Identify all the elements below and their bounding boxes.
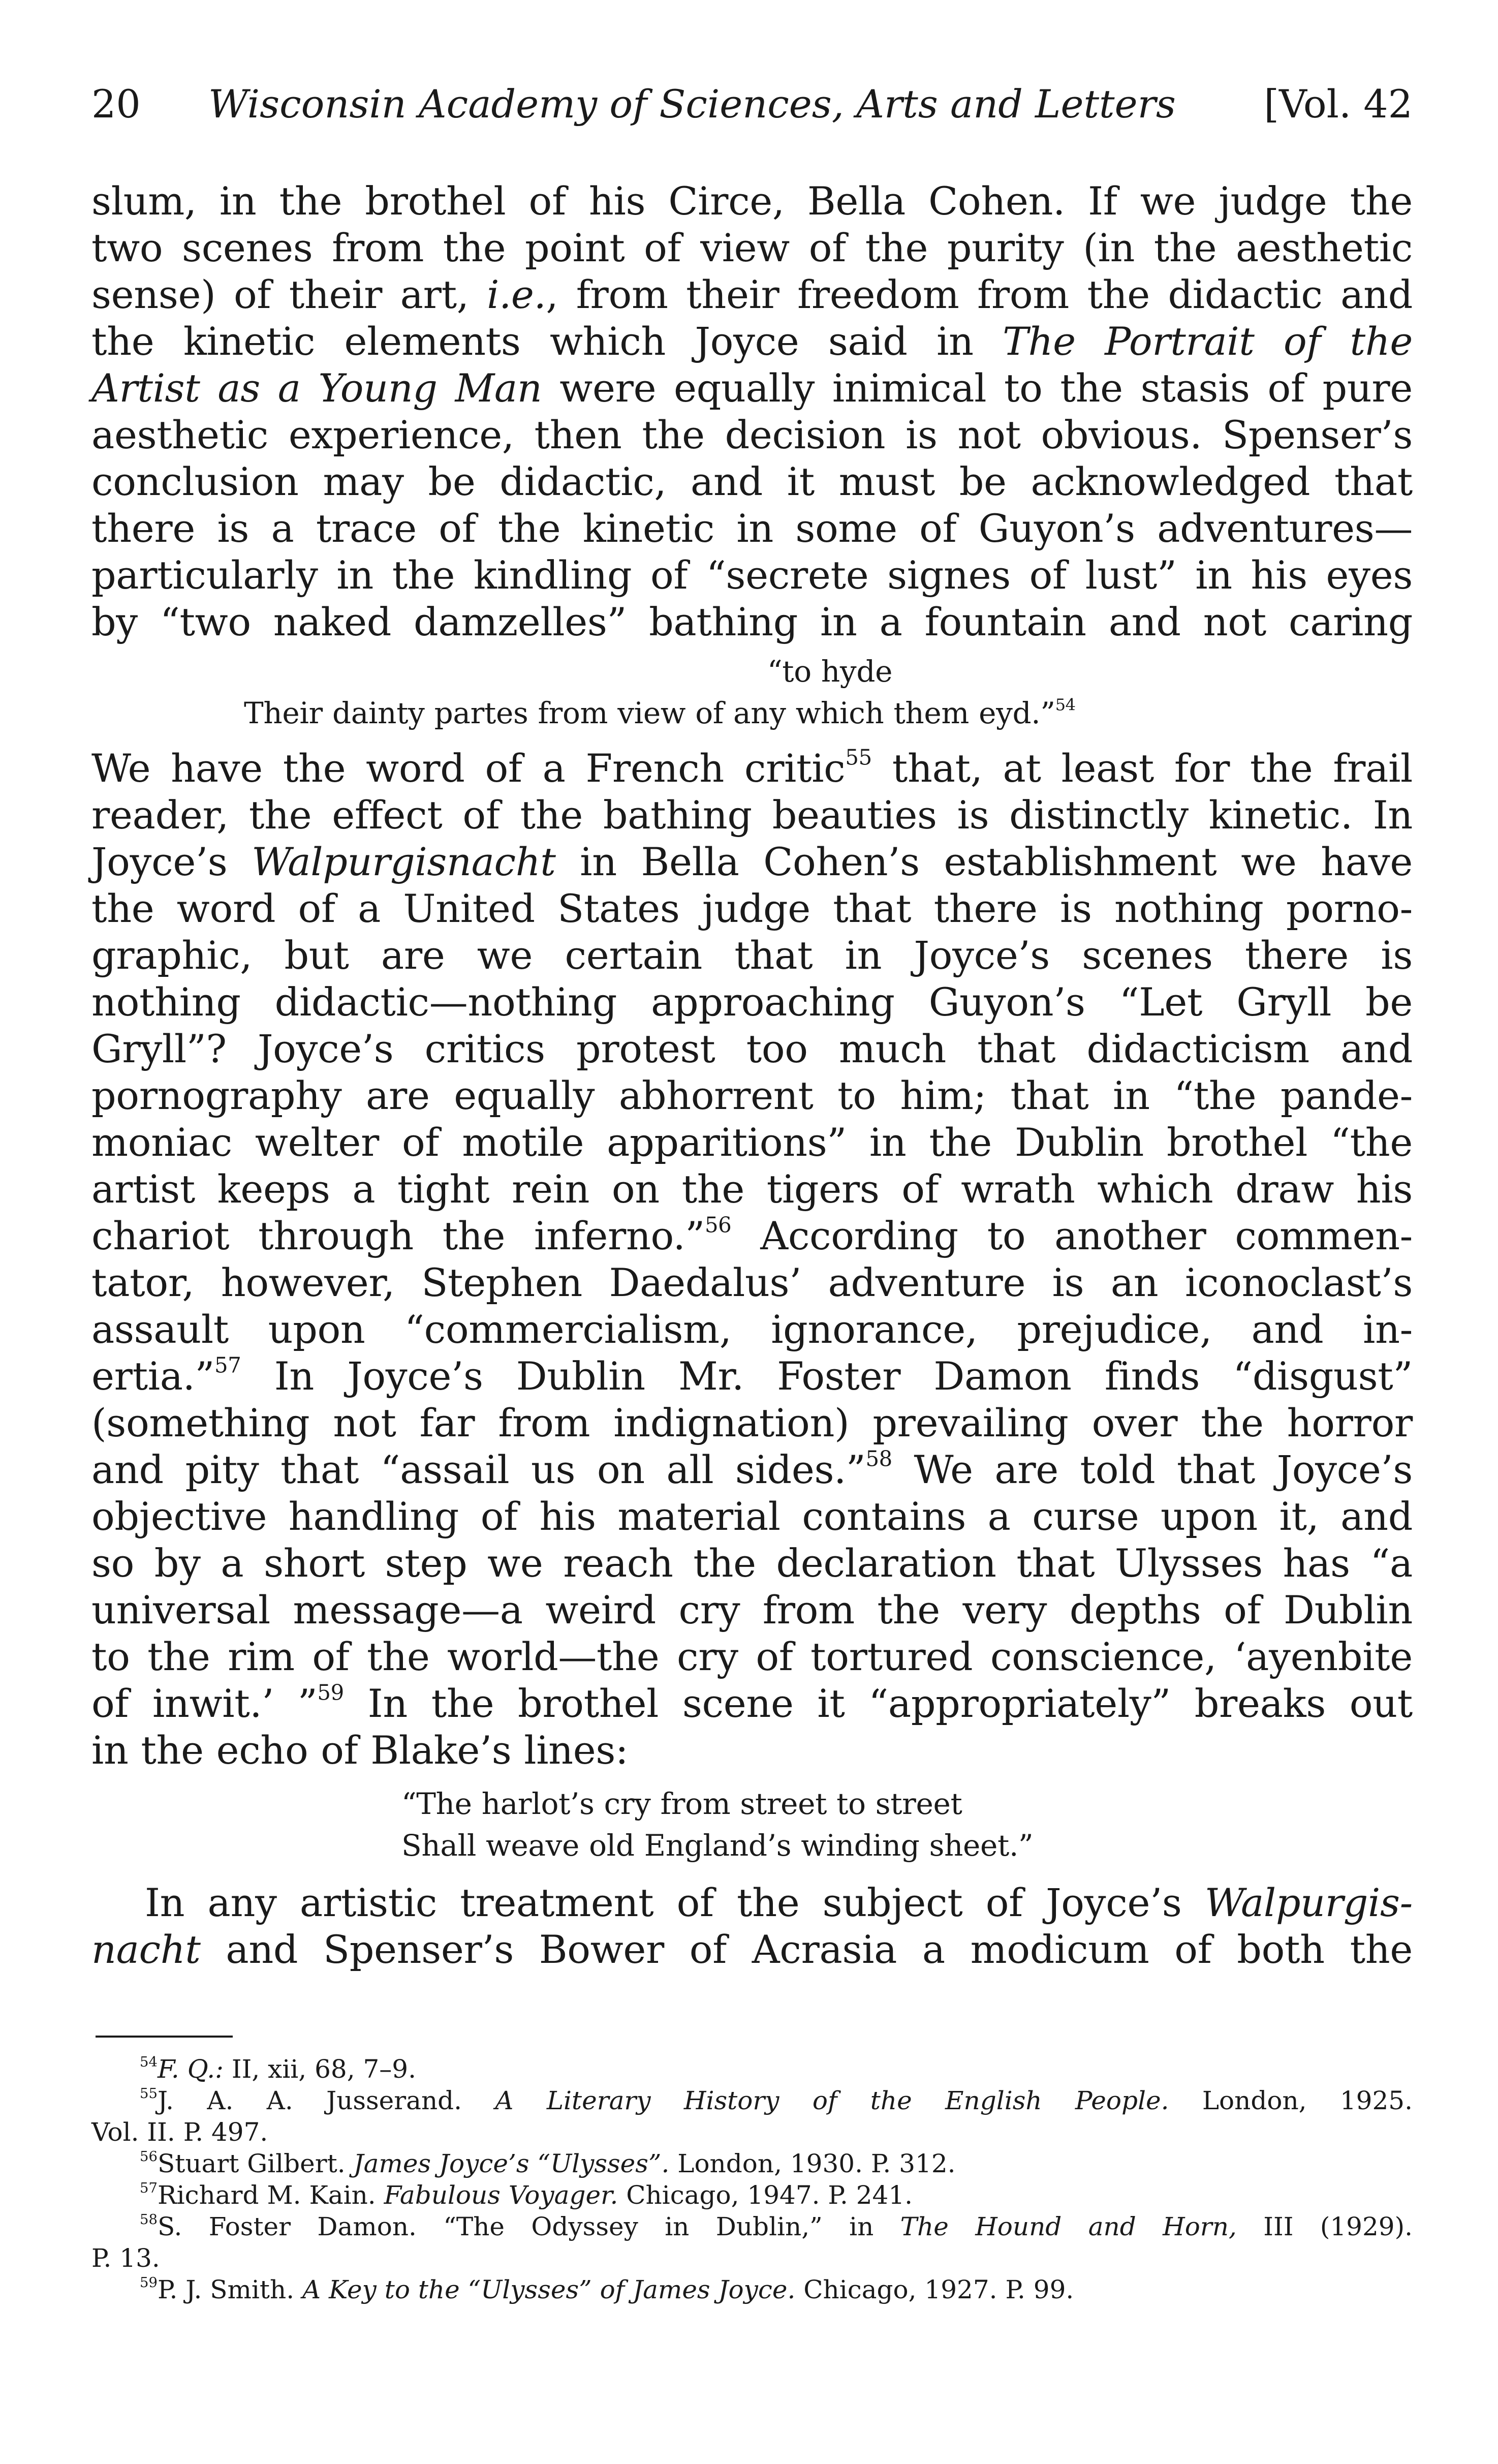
italic-text: The Portrait of the [1003, 319, 1413, 364]
footnote-number: 56 [140, 2148, 158, 2165]
text-line: graphic, but are we certain that in Joyce’s scenes there is [91, 933, 1413, 978]
italic-text: nacht [91, 1927, 201, 1972]
text-run: and pity that “assail us on all sides.” [91, 1447, 866, 1492]
text-run: of inwit.’ ” [91, 1681, 318, 1726]
text-run: Joyce’s [91, 839, 252, 884]
text-run: We are told that Joyce’s [892, 1447, 1413, 1492]
footnote-continuation: Vol. II. P. 497. [91, 2117, 268, 2147]
footnote-ref: 57 [214, 1352, 241, 1378]
text-run: , from their freedom from the didactic and [546, 272, 1413, 317]
paragraph-2 [91, 745, 1413, 1774]
text-run: were equally inimical to the stasis of pure [542, 365, 1413, 411]
italic-text: F. Q.: [158, 2054, 224, 2084]
text-run: J. A. A. Jusserand. [158, 2086, 495, 2115]
text-line: Gryll”? Joyce’s critics protest too much that didacticism and [91, 1026, 1413, 1071]
footnote-59 [91, 2274, 1413, 2305]
text-run: Their dainty partes from view of any which them eyd.” [244, 696, 1055, 730]
text-line [91, 1353, 1413, 1400]
text-run: III (1929). [1236, 2212, 1413, 2241]
text-line: two scenes from the point of view of the purity (in the aesthetic [91, 225, 1413, 270]
footnote-58 [91, 2211, 1413, 2242]
text-line: assault upon “commercialism, ignorance, prejudice, and in- [91, 1307, 1413, 1352]
footnote-number: 59 [140, 2274, 158, 2291]
text-run: chariot through the inferno.” [91, 1213, 705, 1258]
text-line [91, 318, 1413, 365]
italic-text: Fabulous Voyager. [384, 2180, 618, 2210]
journal-title: Wisconsin Academy of Sciences, Arts and Letters [208, 81, 1176, 127]
text-line [91, 365, 1413, 412]
italic-text: The Hound and Horn, [900, 2212, 1237, 2241]
verse-quote-spenser [91, 651, 1413, 734]
italic-text: A Literary History of the English People. [495, 2086, 1169, 2115]
text-run: In the brothel scene it “appropriately” breaks out [344, 1681, 1413, 1726]
text-line: particularly in the kindling of “secrete signes of lust” in his eyes [91, 552, 1413, 598]
page-number: 20 [91, 81, 141, 127]
footnote-ref: 56 [704, 1212, 732, 1238]
text-run: We have the word of a French critic [91, 746, 846, 791]
text-run: P. J. Smith. [158, 2275, 302, 2304]
footnote-ref: 58 [865, 1446, 892, 1471]
text-line: pornography are equally abhorrent to him; that in “the pande- [91, 1073, 1413, 1118]
text-run: According to another commen- [731, 1213, 1413, 1258]
text-line: there is a trace of the kinetic in some of Guyon’s adventures— [91, 506, 1413, 551]
footnote-number: 55 [140, 2085, 158, 2102]
footnote-57 [91, 2179, 1413, 2211]
text-line [91, 1680, 1413, 1727]
text-run: Richard M. Kain. [158, 2180, 384, 2210]
italic-text: Artist as a Young Man [91, 365, 542, 411]
text-line [91, 745, 1413, 792]
footnote-number: 57 [140, 2180, 158, 2196]
text-line [91, 1213, 1413, 1259]
text-line: conclusion may be didactic, and it must be acknowledged that [91, 459, 1413, 504]
text-run: that, at least for the frail [871, 746, 1413, 791]
verse-line: Shall weave old England’s winding sheet.” [401, 1828, 1034, 1863]
footnote-ref: 54 [1055, 695, 1076, 715]
footnote-rule [96, 2036, 233, 2038]
paragraph-3 [91, 1880, 1413, 1973]
text-line: objective handling of his material contains a curse upon it, and [91, 1494, 1413, 1539]
footnote-ref: 55 [845, 745, 872, 770]
text-run: in Bella Cohen’s establishment we have [555, 839, 1413, 884]
text-line: aesthetic experience, then the decision is not obvious. Spenser’s [91, 412, 1413, 457]
text-run: Chicago, 1927. P. 99. [795, 2275, 1074, 2304]
verse-line: “to hyde [767, 654, 893, 689]
footnote-54 [91, 2053, 1413, 2085]
text-line [91, 1880, 1413, 1926]
italic-text: A Key to the “Ulysses” of James Joyce. [302, 2275, 796, 2304]
text-line [91, 271, 1413, 318]
text-run: ertia.” [91, 1353, 215, 1399]
text-line: (something not far from indignation) prevailing over the horror [91, 1400, 1413, 1445]
footnote-number: 58 [140, 2211, 158, 2228]
italic-text: Walpurgisnacht [252, 839, 556, 884]
text-run: In any artistic treatment of the subject of Joyce’s [145, 1880, 1205, 1925]
text-line [91, 839, 1413, 885]
text-line [91, 1926, 1413, 1973]
footnote-ref: 59 [317, 1680, 344, 1705]
text-line: in the echo of Blake’s lines: [91, 1728, 629, 1773]
text-run: London, 1930. P. 312. [669, 2149, 956, 2178]
text-run: S. Foster Damon. “The Odyssey in Dublin,” in [158, 2212, 900, 2241]
footnote-56 [91, 2148, 1413, 2179]
verse-line: “The harlot’s cry from street to street [401, 1787, 962, 1821]
text-line: artist keeps a tight rein on the tigers of wrath which draw his [91, 1166, 1413, 1212]
text-run: Chicago, 1947. P. 241. [618, 2180, 913, 2210]
text-line: slum, in the brothel of his Circe, Bella Cohen. If we judge the [91, 178, 1413, 224]
italic-text: i.e. [487, 272, 546, 317]
text-line: the word of a United States judge that there is nothing porno- [91, 886, 1413, 931]
footnote-continuation: P. 13. [91, 2243, 160, 2273]
text-line: nothing didactic—nothing approaching Guyon’s “Let Gryll be [91, 979, 1413, 1025]
footnotes [91, 2053, 1413, 2305]
body-text [91, 178, 1413, 1973]
verse-line [91, 692, 1413, 734]
volume-number: [Vol. 42 [1264, 81, 1413, 127]
text-line [91, 1446, 1413, 1493]
text-run: the kinetic elements which Joyce said in [91, 319, 1003, 364]
text-line: reader, the effect of the bathing beauties is distinctly kinetic. In [91, 792, 1413, 838]
paragraph-1 [91, 178, 1413, 645]
text-line: moniac welter of motile apparitions” in the Dublin brothel “the [91, 1120, 1413, 1165]
text-line: to the rim of the world—the cry of tortured conscience, ‘ayenbite [91, 1634, 1413, 1679]
verse-quote-blake [401, 1783, 1413, 1866]
footnote-number: 54 [140, 2054, 158, 2070]
italic-text: Walpurgis- [1204, 1880, 1413, 1925]
running-head [91, 76, 1413, 132]
text-run: and Spenser’s Bower of Acrasia a modicum of both the [200, 1927, 1413, 1972]
text-run: London, 1925. [1169, 2086, 1413, 2115]
text-line: universal message—a weird cry from the very depths of Dublin [91, 1587, 1413, 1633]
text-line: tator, however, Stephen Daedalus’ adventure is an iconoclast’s [91, 1260, 1413, 1305]
italic-text: James Joyce’s “Ulysses”. [353, 2149, 670, 2178]
text-run: Stuart Gilbert. [158, 2149, 354, 2178]
text-line: by “two naked damzelles” bathing in a fountain and not caring [91, 599, 1413, 644]
text-line: so by a short step we reach the declaration that Ulysses has “a [91, 1541, 1413, 1586]
text-run: II, xii, 68, 7–9. [223, 2054, 417, 2084]
text-run: In Joyce’s Dublin Mr. Foster Damon finds “disgust” [241, 1353, 1413, 1399]
text-run: sense) of their art, [91, 272, 487, 317]
footnote-55 [91, 2085, 1413, 2116]
